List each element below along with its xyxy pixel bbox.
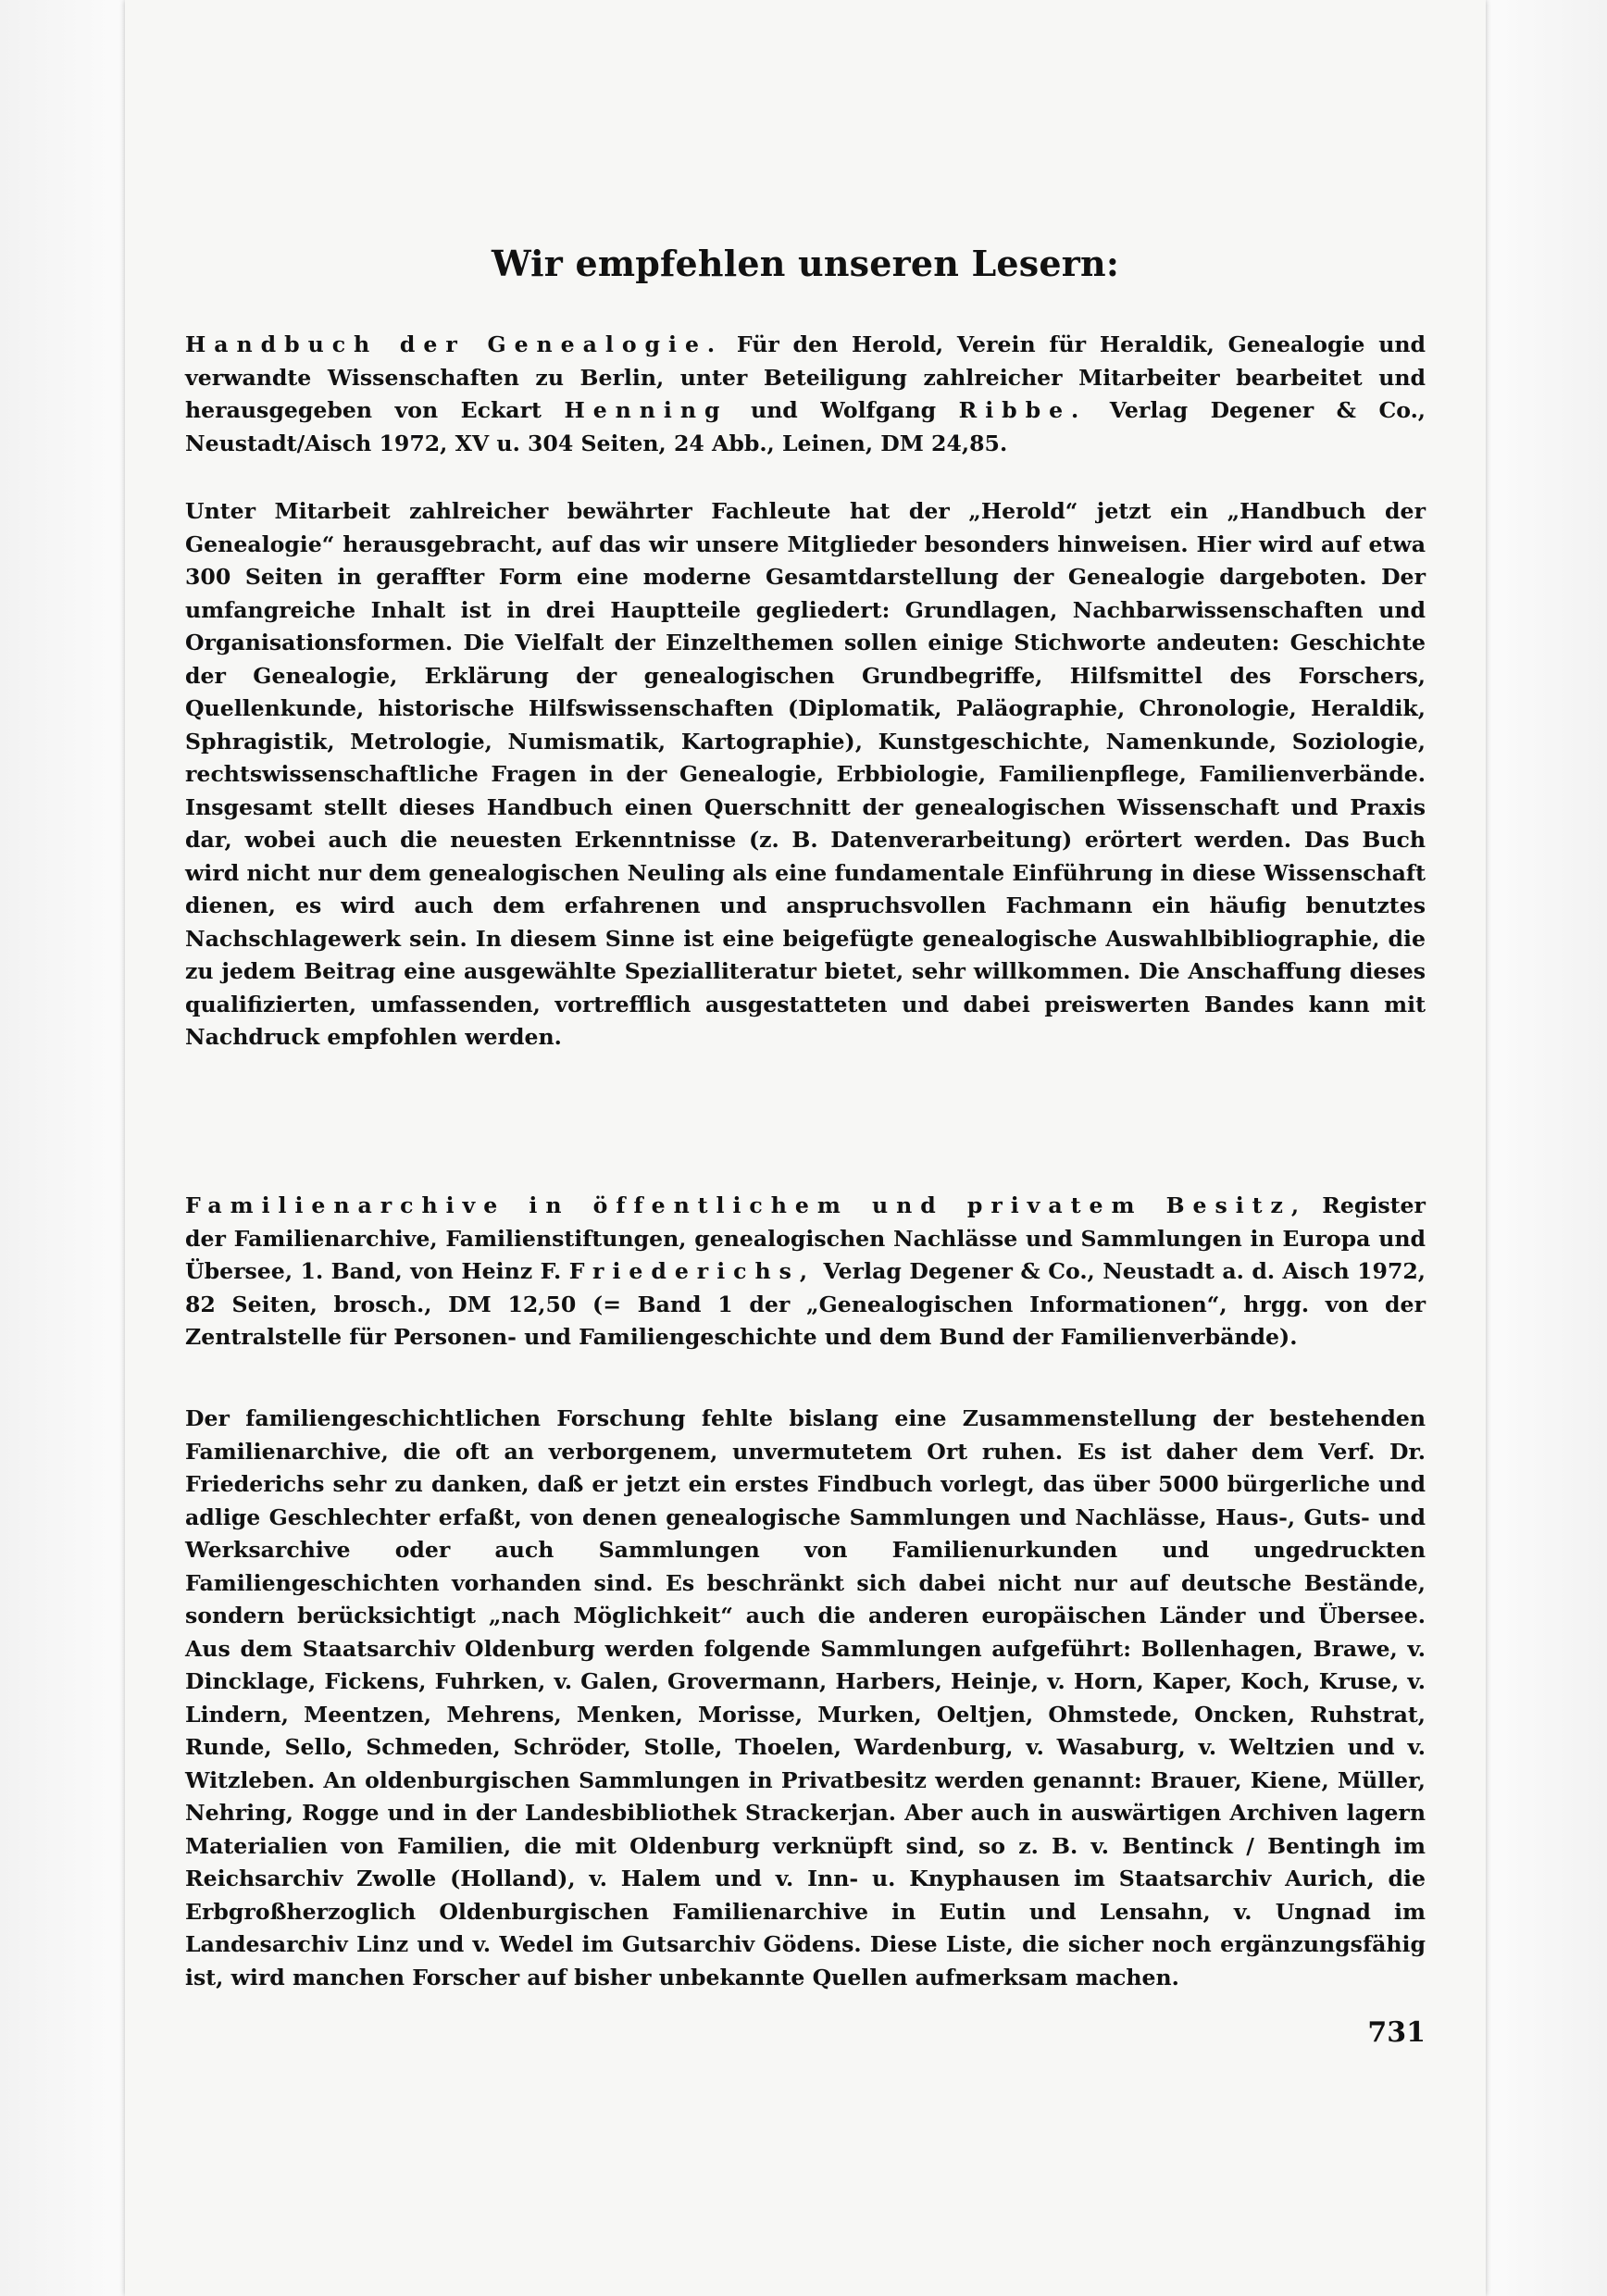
- book-entry-familienarchive: [185, 1190, 1426, 1354]
- book-title: Familienarchive in öffentlichem und privatem Besitz,: [185, 1192, 1308, 1218]
- scan-margin-left: [0, 0, 125, 2296]
- entry-text: Verlag Degener & Co., Neustadt a. d. Aisch 1972, 82 Seiten, brosch., DM 12,50 (= Band 1 der „Genealogischen Informationen“, hrgg. von der Zentralstelle für Personen- und Familiengeschichte und dem Bund der Familienverbände).: [185, 1258, 1426, 1350]
- author-name: Ribbe.: [958, 397, 1088, 423]
- review-paragraph-familienarchive: Der familiengeschichtlichen Forschung fehlte bislang eine Zusammenstellung der bestehenden Familienarchive, die oft an verborgenem, unvermutetem Ort ruhen. Es ist daher dem Verf. Dr. Friederichs sehr zu danken, daß er jetzt ein erstes Findbuch vorlegt, das über 5000 bürgerliche und adlige Geschlechter erfaßt, von denen genealogische Sammlungen und Nachlässe, Haus-, Guts- und Werksarchive oder auch Sammlungen von Familienurkunden und ungedruckten Familiengeschichten vorhanden sind. Es beschränkt sich dabei nicht nur auf deutsche Bestände, sondern berücksichtigt „nach Möglichkeit“ auch die anderen europäischen Länder und Übersee. Aus dem Staatsarchiv Oldenburg werden folgende Sammlungen aufgeführt: Bollenhagen, Brawe, v. Dincklage, Fickens, Fuhrken, v. Galen, Grovermann, Harbers, Heinje, v. Horn, Kaper, Koch, Kruse, v. Lindern, Meentzen, Mehrens, Menken, Morisse, Murken, Oeltjen, Ohmstede, Oncken, Ruhstrat, Runde, Sello, Schmeden, Schröder, Stolle, Thoelen, Wardenburg, v. Wasaburg, v. Weltzien und v. Witzleben. An oldenburgischen Sammlungen in Privatbesitz werden genannt: Brauer, Kiene, Müller, Nehring, Rogge und in der Landesbibliothek Strackerjan. Aber auch in auswärtigen Archiven lagern Materialien von Familien, die mit Oldenburg verknüpft sind, so z. B. v. Bentinck / Bentingh im Reichsarchiv Zwolle (Holland), v. Halem und v. Inn- u. Knyphausen im Staatsarchiv Aurich, die Erbgroßherzoglich Oldenburgischen Familienarchive in Eutin und Lensahn, v. Ungnad im Landesarchiv Linz und v. Wedel im Gutsarchiv Gödens. Diese Liste, die sicher noch ergänzungsfähig ist, wird manchen Forscher auf bisher unbekannte Quellen aufmerksam machen.: [185, 1405, 1426, 1990]
- document-page: [125, 0, 1486, 2296]
- entry-text: Verlag Degener & Co., Neustadt/Aisch 1972, XV u. 304 Seiten, 24 Abb., Leinen, DM 24,85.: [185, 397, 1426, 456]
- page-title: Wir empfehlen unseren Lesern:: [491, 243, 1120, 284]
- entry-text: Register der Familienarchive, Familienstiftungen, genealogischen Nachlässe und Sammlungen in Europa und Übersee, 1. Band, von Heinz F.: [185, 1192, 1426, 1284]
- entry-text: Für den Herold, Verein für Heraldik, Genealogie und verwandte Wissenschaften zu Berlin, unter Beteiligung zahlreicher Mitarbeiter bearbeitet und herausgegeben von Eckart: [185, 331, 1426, 423]
- entry-text: und Wolfgang: [728, 397, 959, 423]
- page-number: 731: [1367, 2016, 1426, 2049]
- scan-margin-right: [1486, 0, 1607, 2296]
- author-name: Henning: [564, 397, 729, 423]
- review-paragraph-handbuch: Unter Mitarbeit zahlreicher bewährter Fachleute hat der „Herold“ jetzt ein „Handbuch der Genealogie“ herausgebracht, auf das wir unsere Mitglieder besonders hinweisen. Hier wird auf etwa 300 Seiten in geraffter Form eine moderne Gesamtdarstellung der Genealogie dargeboten. Der umfangreiche Inhalt ist in drei Hauptteile gegliedert: Grundlagen, Nachbarwissenschaften und Organisationsformen. Die Vielfalt der Einzelthemen sollen einige Stichworte andeuten: Geschichte der Genealogie, Erklärung der genealogischen Grundbegriffe, Hilfsmittel des Forschers, Quellenkunde, historische Hilfswissenschaften (Diplomatik, Paläographie, Chronologie, Heraldik, Sphragistik, Metrologie, Numismatik, Kartographie), Kunstgeschichte, Namenkunde, Soziologie, rechtswissenschaftliche Fragen in der Genealogie, Erbbiologie, Familienpflege, Familienverbände. Insgesamt stellt dieses Handbuch einen Querschnitt der genealogischen Wissenschaft und Praxis dar, wobei auch die neuesten Erkenntnisse (z. B. Datenverarbeitung) erörtert werden. Das Buch wird nicht nur dem genealogischen Neuling als eine fundamentale Einführung in diese Wissenschaft dienen, es wird auch dem erfahrenen und anspruchsvollen Fachmann ein häufig benutztes Nachschlagewerk sein. In diesem Sinne ist eine beigefügte genealogische Auswahlbibliographie, die zu jedem Beitrag eine ausgewählte Spezialliteratur bietet, sehr willkommen. Die Anschaffung dieses qualifizierten, umfassenden, vortrefflich ausgestatteten und dabei preiswerten Bandes kann mit Nachdruck empfohlen werden.: [185, 498, 1426, 1050]
- author-name: Friederichs,: [568, 1258, 816, 1284]
- book-title: Handbuch der Genealogie.: [185, 331, 724, 357]
- book-entry-handbuch: [185, 329, 1426, 460]
